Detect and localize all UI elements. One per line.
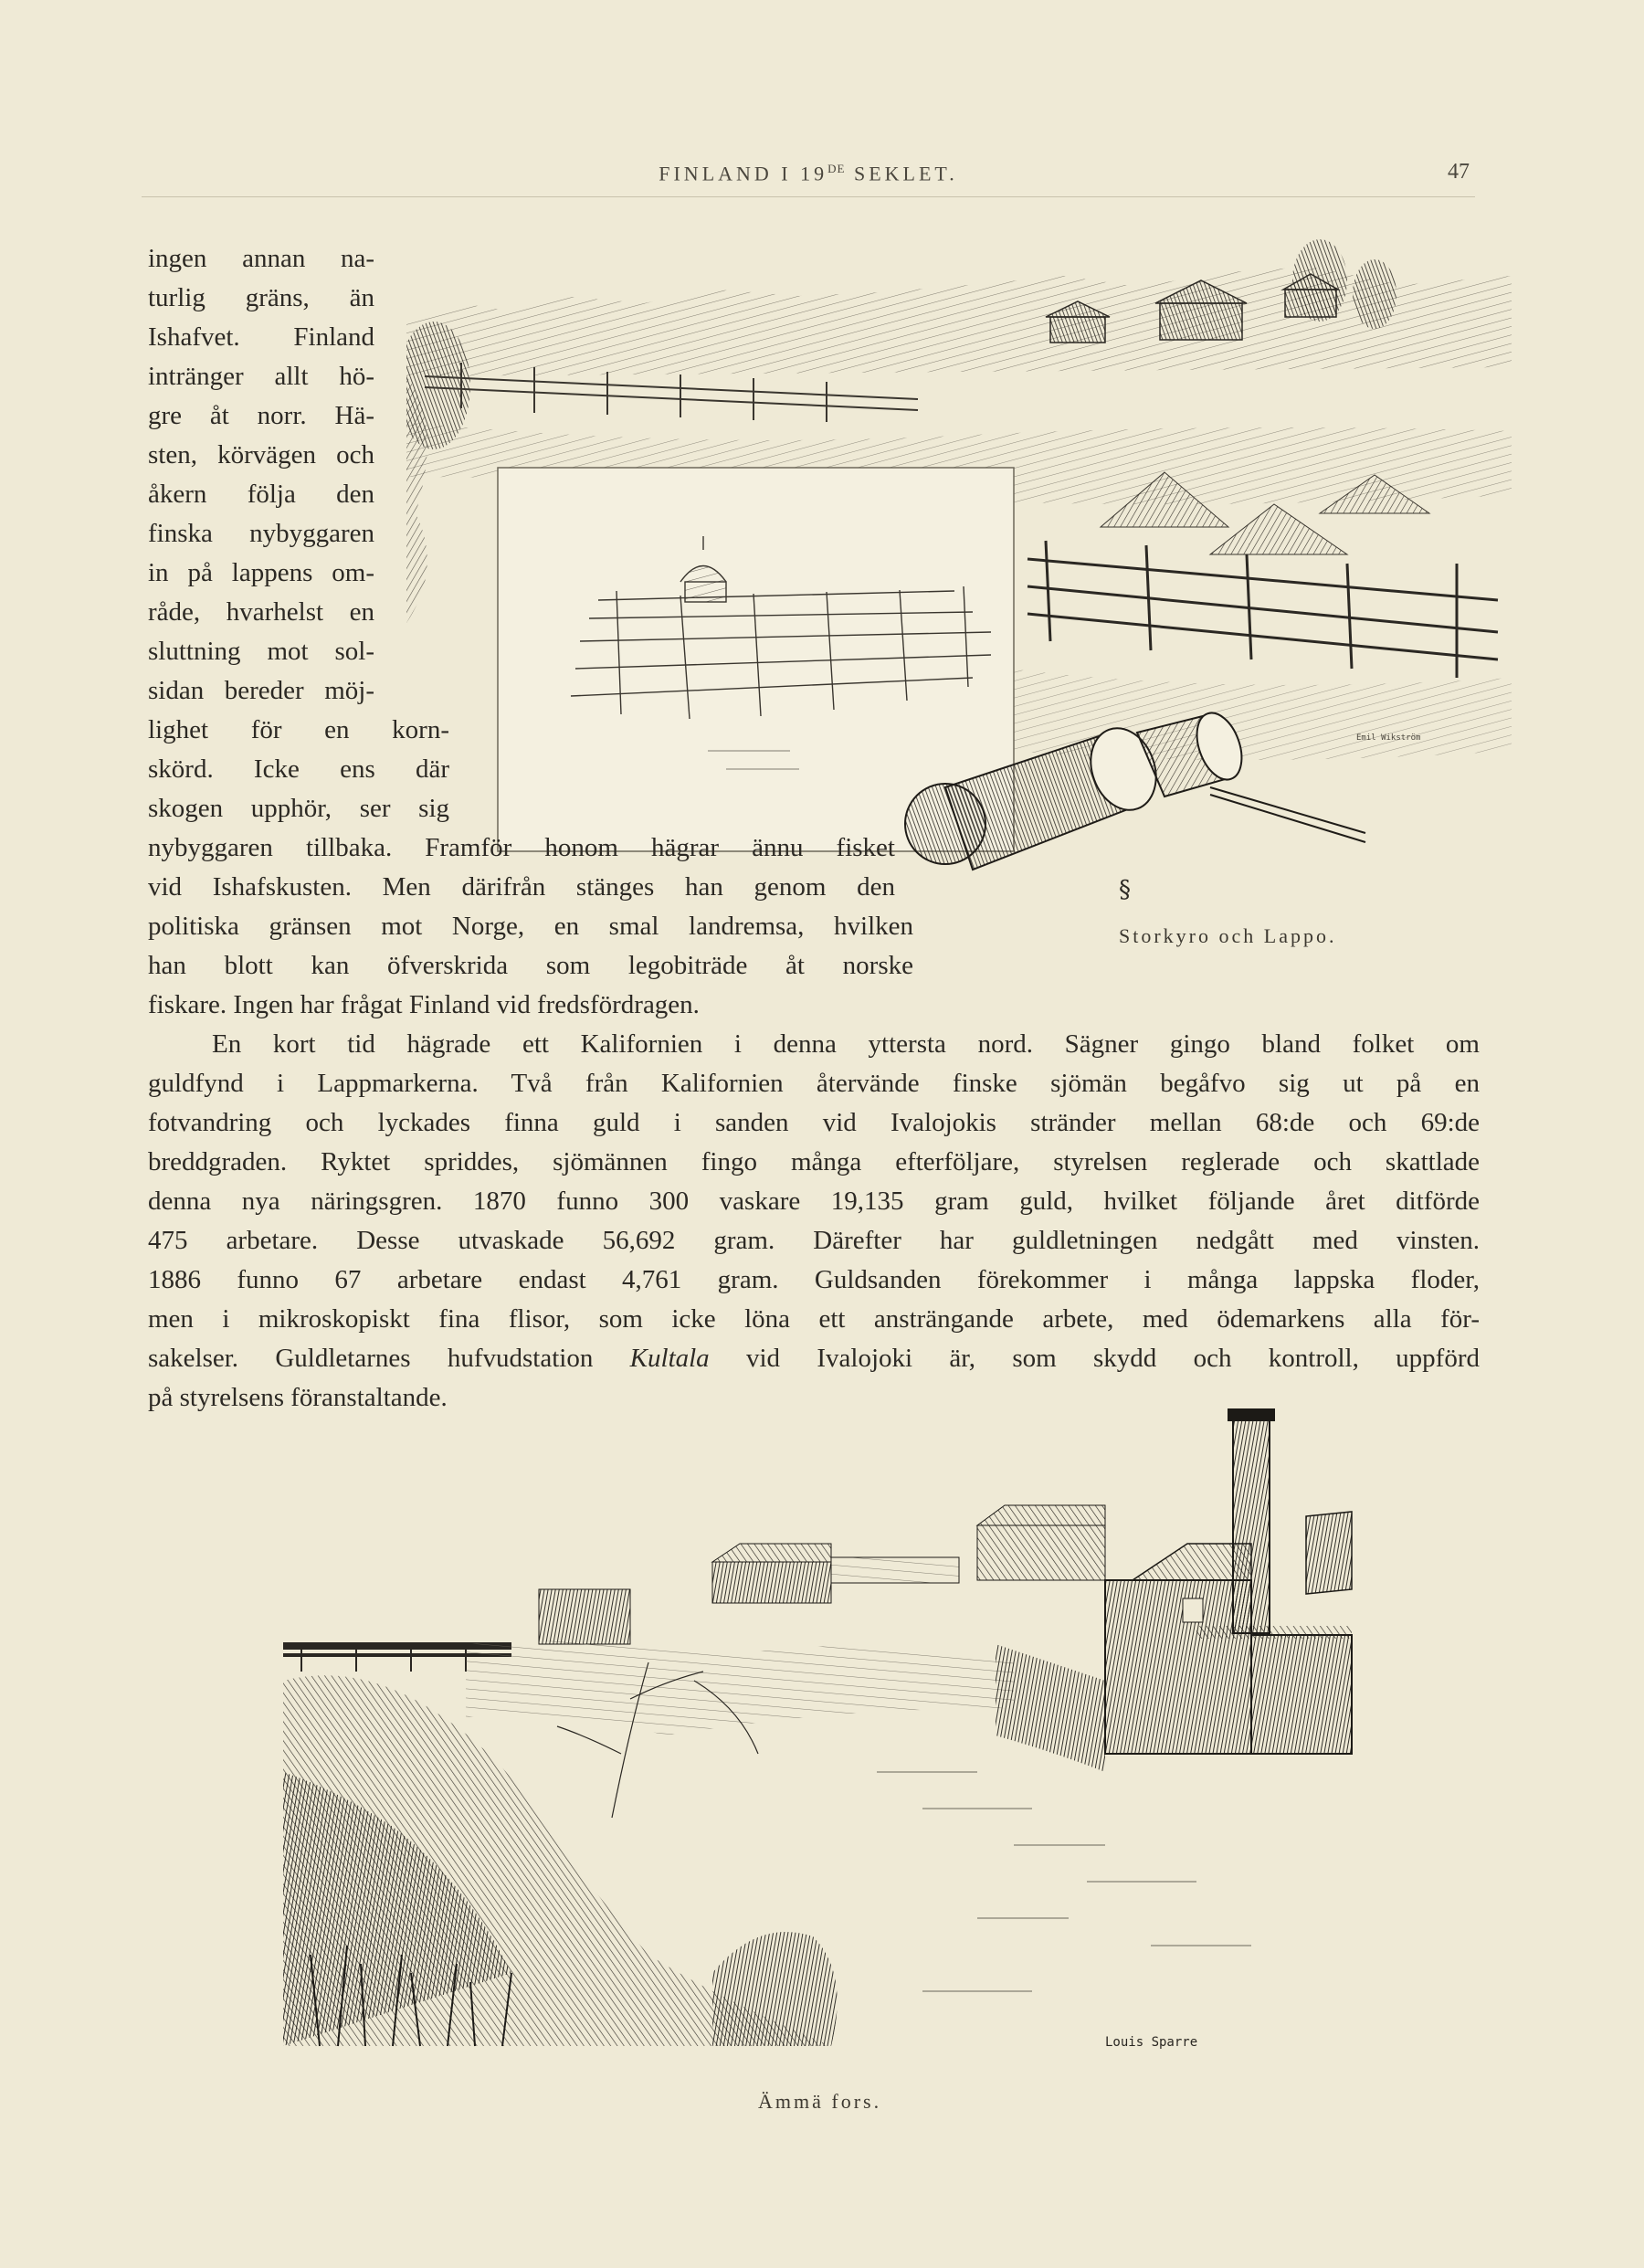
amma-fors-illustration <box>283 1407 1361 2083</box>
text-line: breddgraden. Ryktet spriddes, sjömännen fingo många efterföljare, styrelsen reglerade och skattlade <box>148 1147 1480 1176</box>
page-number: 47 <box>1448 160 1470 184</box>
text-line: in på lappens om- <box>148 558 374 587</box>
storkyro-lappo-illustration <box>406 239 1512 924</box>
running-title: FINLAND I 19DE SEKLET. <box>659 162 958 185</box>
text-line: han blott kan öfverskrida som legobiträde åt norske <box>148 951 913 980</box>
text-line: politiska gränsen mot Norge, en smal landremsa, hvilken <box>148 912 913 941</box>
running-header <box>142 160 1475 197</box>
text-line: råde, hvarhelst en <box>148 597 374 627</box>
amma-fors-caption: Ämmä fors. <box>758 2090 882 2113</box>
text-line: gre åt norr. Hä- <box>148 401 374 430</box>
text-line: ingen annan na- <box>148 244 374 273</box>
storkyro-lappo-engraving <box>406 239 1512 924</box>
text-line: Ishafvet. Finland <box>148 322 374 352</box>
text-line: men i mikroskopiskt fina flisor, som icke löna ett ansträngande arbete, med ödemarkens alla för- <box>148 1304 1480 1334</box>
text-line: åkern följa den <box>148 480 374 509</box>
text-line: guldfynd i Lappmarkerna. Två från Kalifornien återvände finske sjömän begåfvo sig ut på en <box>148 1069 1480 1098</box>
text-line: sidan bereder möj- <box>148 676 374 705</box>
amma-fors-signature: Louis Sparre <box>1105 2035 1198 2050</box>
text-line: finska nybyggaren <box>148 519 374 548</box>
storkyro-caption: Storkyro och Lappo. <box>1119 924 1337 947</box>
text-line: En kort tid hägrade ett Kalifornien i denna yttersta nord. Sägner gingo bland folket om <box>212 1029 1480 1059</box>
text-line: skogen upphör, ser sig <box>148 794 449 823</box>
kultala-italic: Kultala <box>629 1344 710 1373</box>
text-line: fiskare. Ingen har frågat Finland vid fredsfördragen. <box>148 990 700 1019</box>
text-line: sten, körvägen och <box>148 440 374 469</box>
text-line: nybyggaren tillbaka. Framför honom hägrar ännu fisket <box>148 833 895 862</box>
text-line: på styrelsens föranstaltande. <box>148 1383 448 1412</box>
text-line: denna nya näringsgren. 1870 funno 300 vaskare 19,135 gram guld, hvilket följande året ditförde <box>148 1187 1480 1216</box>
text-line: sluttning mot sol- <box>148 637 374 666</box>
text-line: sakelser. Guldletarnes hufvudstation Kultala vid Ivalojoki är, som skydd och kontroll, uppförd <box>148 1344 1480 1373</box>
text-line: 1886 funno 67 arbetare endast 4,761 gram. Guldsanden förekommer i många lappska floder, <box>148 1265 1480 1294</box>
text-line: skörd. Icke ens där <box>148 754 449 784</box>
text-line: vid Ishafskusten. Men därifrån stänges han genom den <box>148 872 895 902</box>
svg-text:§: § <box>1119 876 1131 903</box>
text-line: fotvandring och lyckades finna guld i sanden vid Ivalojokis stränder mellan 68:de och 69:de <box>148 1108 1480 1137</box>
text-line: intränger allt hö- <box>148 362 374 391</box>
amma-fors-engraving <box>283 1407 1361 2083</box>
text-line: turlig gräns, än <box>148 283 374 312</box>
text-line: 475 arbetare. Desse utvaskade 56,692 gram. Därefter har guldletningen nedgått med vinsten. <box>148 1226 1480 1255</box>
text-line: lighet för en korn- <box>148 715 449 744</box>
storkyro-signature: Emil Wikström <box>1356 733 1421 743</box>
